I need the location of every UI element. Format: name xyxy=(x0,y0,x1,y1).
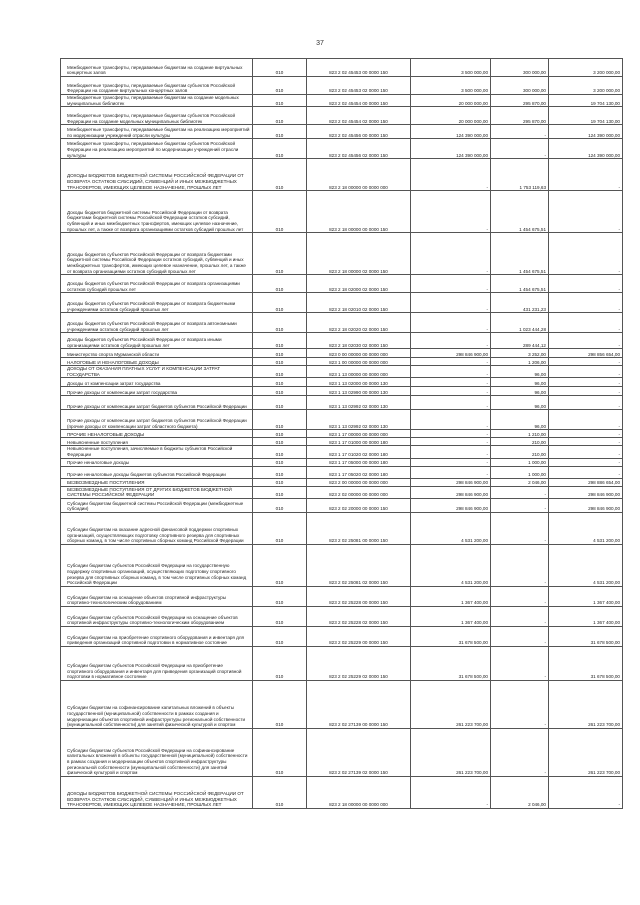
row-admin-code: 010 xyxy=(253,728,307,776)
row-remaining-amount: 124 390 000,00 xyxy=(549,139,623,159)
table-row xyxy=(61,586,623,606)
row-admin-code: 010 xyxy=(253,191,307,233)
row-approved-amount: 261 223 700,00 xyxy=(411,728,491,776)
row-executed-amount: - xyxy=(491,626,549,646)
row-remaining-amount: - xyxy=(549,358,623,366)
row-remaining-amount: 298 846 900,00 xyxy=(549,498,623,512)
row-approved-amount: 124 390 000,00 xyxy=(411,125,491,139)
row-budget-code: 823 2 18 00000 00 0000 150 xyxy=(307,191,411,233)
row-admin-code: 010 xyxy=(253,233,307,275)
row-budget-code: 823 2 02 25229 00 0000 150 xyxy=(307,626,411,646)
table-row xyxy=(61,478,623,486)
row-admin-code: 010 xyxy=(253,446,307,458)
row-approved-amount: 4 531 200,00 xyxy=(411,512,491,544)
row-approved-amount: 261 223 700,00 xyxy=(411,680,491,728)
row-name: Невыясненные поступления, зачисляемые в бюджеты субъектов Российской Федерации xyxy=(61,446,253,458)
row-name: Субсидии бюджетам на оснащение объектов спортивной инфраструктуры спортивно-технологическим оборудованием xyxy=(61,586,253,606)
row-executed-amount: 1 023 444,28 xyxy=(491,313,549,333)
row-remaining-amount: 19 704 130,00 xyxy=(549,95,623,107)
row-name: Прочие доходы от компенсации затрат бюджетов субъектов Российской Федерации xyxy=(61,396,253,410)
table-row xyxy=(61,366,623,378)
row-budget-code: 823 2 02 27139 02 0000 150 xyxy=(307,728,411,776)
row-name: Доходы бюджетов субъектов Российской Федерации от возврата автономными учреждениями остатков субсидий прошлых лет xyxy=(61,313,253,333)
row-name: Министерство спорта Мурманской области xyxy=(61,349,253,358)
row-approved-amount: - xyxy=(411,776,491,808)
row-executed-amount: - xyxy=(491,512,549,544)
table-row xyxy=(61,233,623,275)
row-budget-code: 823 1 17 05020 02 0000 180 xyxy=(307,466,411,478)
row-approved-amount: - xyxy=(411,191,491,233)
row-name: Прочие доходы от компенсации затрат бюджетов субъектов Российской Федерации (прочие доходы от компенсации затрат областного бюджета) xyxy=(61,410,253,430)
row-budget-code: 823 1 13 02000 00 0000 130 xyxy=(307,378,411,387)
row-admin-code: 010 xyxy=(253,626,307,646)
row-executed-amount: 2 046,00 xyxy=(491,478,549,486)
row-budget-code: 823 2 02 25229 02 0000 150 xyxy=(307,646,411,680)
row-remaining-amount: 1 367 400,00 xyxy=(549,586,623,606)
row-remaining-amount: - xyxy=(549,275,623,293)
row-admin-code: 010 xyxy=(253,59,307,77)
row-admin-code: 010 xyxy=(253,586,307,606)
row-approved-amount: 1 367 400,00 xyxy=(411,606,491,626)
row-name: Межбюджетные трансферты, передаваемые бюджетам на реализацию мероприятий по модернизации учреждений отрасли культуры xyxy=(61,125,253,139)
row-admin-code: 010 xyxy=(253,466,307,478)
row-remaining-amount: 4 531 200,00 xyxy=(549,544,623,586)
row-remaining-amount: - xyxy=(549,387,623,396)
row-budget-code: 823 2 02 20000 00 0000 150 xyxy=(307,498,411,512)
row-budget-code: 823 2 00 00000 00 0000 000 xyxy=(307,478,411,486)
row-admin-code: 010 xyxy=(253,512,307,544)
row-remaining-amount: - xyxy=(549,378,623,387)
row-remaining-amount: 124 390 000,00 xyxy=(549,125,623,139)
row-budget-code: 823 2 02 45456 00 0000 150 xyxy=(307,125,411,139)
row-approved-amount: - xyxy=(411,313,491,333)
table-row xyxy=(61,77,623,95)
row-name: Субсидии бюджетам на оказание адресной финансовой поддержки спортивных организаций, осуществляющих подготовку спортивного резерва для спортивных сборных команд, в том числе спортивных сборных команд Российской Федерации xyxy=(61,512,253,544)
row-remaining-amount: - xyxy=(549,159,623,191)
row-budget-code: 823 2 18 02010 02 0000 150 xyxy=(307,293,411,313)
row-admin-code: 010 xyxy=(253,77,307,95)
row-admin-code: 010 xyxy=(253,438,307,446)
row-executed-amount: 96,00 xyxy=(491,396,549,410)
row-name: Доходы бюджетов бюджетной системы Российской Федерации от возврата бюджетами бюджетной системы Российской Федерации остатков субсидий, субвенций и иных межбюджетных трансфертов, имеющих целевое назначение, прошлых лет, а также от возврата организациями остатков субсидий прошлых лет xyxy=(61,191,253,233)
row-budget-code: 823 2 18 00000 00 0000 000 xyxy=(307,776,411,808)
row-budget-code: 823 2 18 02000 02 0000 150 xyxy=(307,275,411,293)
table-row xyxy=(61,378,623,387)
row-executed-amount: - xyxy=(491,544,549,586)
table-row xyxy=(61,387,623,396)
row-executed-amount: 96,00 xyxy=(491,366,549,378)
row-admin-code: 010 xyxy=(253,498,307,512)
row-remaining-amount: 298 856 654,00 xyxy=(549,349,623,358)
row-budget-code: 823 1 13 00000 00 0000 000 xyxy=(307,366,411,378)
row-executed-amount: 295 870,00 xyxy=(491,95,549,107)
row-executed-amount: 3 252,00 xyxy=(491,349,549,358)
row-name: Прочие доходы от компенсации затрат государства xyxy=(61,387,253,396)
row-executed-amount: 1 454 675,51 xyxy=(491,233,549,275)
row-executed-amount: 300 000,00 xyxy=(491,77,549,95)
row-approved-amount: 298 846 900,00 xyxy=(411,349,491,358)
row-admin-code: 010 xyxy=(253,396,307,410)
row-executed-amount: - xyxy=(491,586,549,606)
row-approved-amount: 4 531 200,00 xyxy=(411,544,491,586)
row-executed-amount: - xyxy=(491,139,549,159)
row-remaining-amount: 298 886 654,00 xyxy=(549,478,623,486)
row-executed-amount: - xyxy=(491,646,549,680)
row-name: Доходы бюджетов субъектов Российской Федерации от возврата организациями остатков субсидий прошлых лет xyxy=(61,275,253,293)
table-row xyxy=(61,646,623,680)
table-row xyxy=(61,159,623,191)
row-executed-amount: - xyxy=(491,498,549,512)
row-admin-code: 010 xyxy=(253,478,307,486)
row-executed-amount: 289 444,12 xyxy=(491,333,549,349)
table-row xyxy=(61,275,623,293)
row-name: ДОХОДЫ БЮДЖЕТОВ БЮДЖЕТНОЙ СИСТЕМЫ РОССИЙСКОЙ ФЕДЕРАЦИИ ОТ ВОЗВРАТА ОСТАТКОВ СУБСИДИЙ, СУБВЕНЦИЙ И ИНЫХ МЕЖБЮДЖЕТНЫХ ТРАНСФЕРТОВ, ИМЕЮЩИХ ЦЕЛЕВОЕ НАЗНАЧЕНИЕ, ПРОШЛЫХ ЛЕТ xyxy=(61,159,253,191)
row-approved-amount: - xyxy=(411,430,491,438)
row-executed-amount: 1 210,00 xyxy=(491,430,549,438)
row-budget-code: 823 2 02 25228 02 0000 150 xyxy=(307,606,411,626)
row-remaining-amount: 298 846 900,00 xyxy=(549,486,623,498)
row-executed-amount: 210,00 xyxy=(491,438,549,446)
row-approved-amount: 298 846 900,00 xyxy=(411,498,491,512)
row-name: Субсидии бюджетам субъектов Российской Федерации на государственную поддержку спортивных организаций, осуществляющих подготовку спортивного резерва для спортивных сборных команд, в том числе спортивных сборных команд Российской Федерации xyxy=(61,544,253,586)
row-admin-code: 010 xyxy=(253,125,307,139)
row-name: Прочие неналоговые доходы xyxy=(61,458,253,466)
table-row xyxy=(61,396,623,410)
row-executed-amount: - xyxy=(491,680,549,728)
row-admin-code: 010 xyxy=(253,366,307,378)
row-remaining-amount: - xyxy=(549,410,623,430)
row-approved-amount: 124 390 000,00 xyxy=(411,139,491,159)
budget-execution-table xyxy=(60,58,623,809)
row-executed-amount: 1 000,00 xyxy=(491,466,549,478)
row-remaining-amount: 31 678 500,00 xyxy=(549,626,623,646)
row-budget-code: 823 2 02 25228 00 0000 150 xyxy=(307,586,411,606)
row-executed-amount: 1 454 675,51 xyxy=(491,191,549,233)
row-executed-amount: 1 206,00 xyxy=(491,358,549,366)
table-row xyxy=(61,606,623,626)
row-admin-code: 010 xyxy=(253,387,307,396)
row-remaining-amount: 3 200 000,00 xyxy=(549,59,623,77)
row-admin-code: 010 xyxy=(253,139,307,159)
table-row xyxy=(61,358,623,366)
row-remaining-amount: 19 704 130,00 xyxy=(549,107,623,125)
row-name: Прочие неналоговые доходы бюджетов субъектов Российской Федерации xyxy=(61,466,253,478)
table-body xyxy=(61,59,623,809)
row-approved-amount: - xyxy=(411,466,491,478)
table-row xyxy=(61,466,623,478)
table-row xyxy=(61,626,623,646)
row-budget-code: 823 2 02 45456 02 0000 150 xyxy=(307,139,411,159)
table-row xyxy=(61,438,623,446)
row-budget-code: 823 2 02 27139 00 0000 150 xyxy=(307,680,411,728)
table-row xyxy=(61,486,623,498)
table-row xyxy=(61,410,623,430)
row-name: Субсидии бюджетам на приобретение спортивного оборудования и инвентаря для приведения организаций спортивной подготовки в нормативное состояние xyxy=(61,626,253,646)
row-admin-code: 010 xyxy=(253,159,307,191)
row-approved-amount: 20 000 000,00 xyxy=(411,107,491,125)
table-row xyxy=(61,107,623,125)
row-approved-amount: - xyxy=(411,275,491,293)
row-executed-amount: - xyxy=(491,606,549,626)
row-budget-code: 823 2 18 00000 02 0000 150 xyxy=(307,233,411,275)
row-budget-code: 823 1 17 01000 00 0000 180 xyxy=(307,438,411,446)
row-name: Доходы бюджетов субъектов Российской Федерации от возврата иными организациями остатков субсидий прошлых лет xyxy=(61,333,253,349)
row-name: ДОХОДЫ ОТ ОКАЗАНИЯ ПЛАТНЫХ УСЛУГ И КОМПЕНСАЦИИ ЗАТРАТ ГОСУДАРСТВА xyxy=(61,366,253,378)
row-remaining-amount: - xyxy=(549,438,623,446)
row-executed-amount: 295 870,00 xyxy=(491,107,549,125)
row-remaining-amount: - xyxy=(549,313,623,333)
row-name: Доходы бюджетов субъектов Российской Федерации от возврата бюджетными учреждениями остатков субсидий прошлых лет xyxy=(61,293,253,313)
row-name: Доходы бюджетов субъектов Российской Федерации от возврата бюджетами бюджетной системы Российской Федерации остатков субсидий, субвенций и иных межбюджетных трансфертов, имеющих целевое назначение, прошлых лет, а также от возврата организациями остатков субсидий прошлых лет xyxy=(61,233,253,275)
row-name: Субсидии бюджетам бюджетной системы Российской Федерации (межбюджетные субсидии) xyxy=(61,498,253,512)
row-admin-code: 010 xyxy=(253,430,307,438)
row-approved-amount: 31 678 500,00 xyxy=(411,646,491,680)
table-row xyxy=(61,498,623,512)
table-row xyxy=(61,139,623,159)
row-budget-code: 823 2 02 25081 02 0000 150 xyxy=(307,544,411,586)
row-approved-amount: - xyxy=(411,293,491,313)
row-approved-amount: - xyxy=(411,233,491,275)
table-row xyxy=(61,59,623,77)
row-remaining-amount: - xyxy=(549,191,623,233)
row-budget-code: 823 1 17 01020 02 0000 180 xyxy=(307,446,411,458)
row-name: Межбюджетные трансферты, передаваемые бюджетам субъектов Российской Федерации на создание модельных муниципальных библиотек xyxy=(61,107,253,125)
row-name: Межбюджетные трансферты, передаваемые бюджетам на создание модельных муниципальных библиотек xyxy=(61,95,253,107)
row-budget-code: 823 2 02 45453 00 0000 150 xyxy=(307,59,411,77)
table-row xyxy=(61,293,623,313)
row-remaining-amount: 4 531 200,00 xyxy=(549,512,623,544)
row-name: Доходы от компенсации затрат государства xyxy=(61,378,253,387)
row-remaining-amount: - xyxy=(549,293,623,313)
row-executed-amount: 431 231,23 xyxy=(491,293,549,313)
row-admin-code: 010 xyxy=(253,378,307,387)
row-remaining-amount: - xyxy=(549,466,623,478)
row-approved-amount: - xyxy=(411,396,491,410)
row-approved-amount: - xyxy=(411,366,491,378)
row-budget-code: 823 2 02 00000 00 0000 000 xyxy=(307,486,411,498)
table-row xyxy=(61,125,623,139)
row-budget-code: 823 1 17 05000 00 0000 180 xyxy=(307,458,411,466)
row-admin-code: 010 xyxy=(253,358,307,366)
table-row xyxy=(61,333,623,349)
row-budget-code: 823 0 00 00000 00 0000 000 xyxy=(307,349,411,358)
row-remaining-amount: - xyxy=(549,396,623,410)
row-executed-amount: 1 753 119,63 xyxy=(491,159,549,191)
row-executed-amount: 1 454 675,51 xyxy=(491,275,549,293)
table-row xyxy=(61,313,623,333)
row-approved-amount: 298 846 900,00 xyxy=(411,486,491,498)
row-admin-code: 010 xyxy=(253,680,307,728)
row-remaining-amount: - xyxy=(549,333,623,349)
row-name: Невыясненные поступления xyxy=(61,438,253,446)
row-remaining-amount: - xyxy=(549,446,623,458)
row-admin-code: 010 xyxy=(253,606,307,626)
row-approved-amount: 20 000 000,00 xyxy=(411,95,491,107)
row-remaining-amount: - xyxy=(549,430,623,438)
row-admin-code: 010 xyxy=(253,293,307,313)
row-executed-amount: 96,00 xyxy=(491,410,549,430)
row-executed-amount: 96,00 xyxy=(491,387,549,396)
row-name: ПРОЧИЕ НЕНАЛОГОВЫЕ ДОХОДЫ xyxy=(61,430,253,438)
table-row xyxy=(61,544,623,586)
row-name: НАЛОГОВЫЕ И НЕНАЛОГОВЫЕ ДОХОДЫ xyxy=(61,358,253,366)
row-name: ДОХОДЫ БЮДЖЕТОВ БЮДЖЕТНОЙ СИСТЕМЫ РОССИЙСКОЙ ФЕДЕРАЦИИ ОТ ВОЗВРАТА ОСТАТКОВ СУБСИДИЙ, СУБВЕНЦИЙ И ИНЫХ МЕЖБЮДЖЕТНЫХ ТРАНСФЕРТОВ, ИМЕЮЩИХ ЦЕЛЕВОЕ НАЗНАЧЕНИЕ, ПРОШЛЫХ ЛЕТ xyxy=(61,776,253,808)
row-approved-amount: 1 367 400,00 xyxy=(411,586,491,606)
row-budget-code: 823 1 13 02992 02 0000 130 xyxy=(307,410,411,430)
row-budget-code: 823 2 02 45454 00 0000 150 xyxy=(307,95,411,107)
row-approved-amount: 31 678 500,00 xyxy=(411,626,491,646)
row-name: БЕЗВОЗМЕЗДНЫЕ ПОСТУПЛЕНИЯ xyxy=(61,478,253,486)
row-name: Межбюджетные трансферты, передаваемые бюджетам субъектов Российской Федерации на создание виртуальных концертных залов xyxy=(61,77,253,95)
row-approved-amount: - xyxy=(411,358,491,366)
row-executed-amount: - xyxy=(491,486,549,498)
table-row xyxy=(61,349,623,358)
row-remaining-amount: - xyxy=(549,458,623,466)
row-budget-code: 823 1 00 00000 00 0000 000 xyxy=(307,358,411,366)
row-executed-amount: 1 000,00 xyxy=(491,458,549,466)
row-approved-amount: 298 846 900,00 xyxy=(411,478,491,486)
row-approved-amount: 3 500 000,00 xyxy=(411,77,491,95)
row-budget-code: 823 1 13 02990 00 0000 130 xyxy=(307,387,411,396)
row-admin-code: 010 xyxy=(253,776,307,808)
row-executed-amount: 2 046,00 xyxy=(491,776,549,808)
row-budget-code: 823 2 18 00000 00 0000 000 xyxy=(307,159,411,191)
table-row xyxy=(61,728,623,776)
row-budget-code: 823 2 02 25081 00 0000 150 xyxy=(307,512,411,544)
row-remaining-amount: 261 223 700,00 xyxy=(549,728,623,776)
row-remaining-amount: 1 367 400,00 xyxy=(549,606,623,626)
row-approved-amount: - xyxy=(411,410,491,430)
row-admin-code: 010 xyxy=(253,275,307,293)
table-row xyxy=(61,776,623,808)
row-executed-amount: - xyxy=(491,728,549,776)
row-remaining-amount: - xyxy=(549,776,623,808)
row-approved-amount: - xyxy=(411,438,491,446)
row-admin-code: 010 xyxy=(253,486,307,498)
row-budget-code: 823 2 18 02020 02 0000 150 xyxy=(307,313,411,333)
row-name: Субсидии бюджетам субъектов Российской Федерации на софинансирование капитальных вложений в объекты государственной (муниципальной) собственности в рамках создания и модернизации объектов спортивной инфраструктуры региональной собственности (муниципальной собственности) для занятий физической культурой и спортом xyxy=(61,728,253,776)
table-row xyxy=(61,446,623,458)
row-remaining-amount: - xyxy=(549,366,623,378)
row-approved-amount: - xyxy=(411,458,491,466)
row-executed-amount: 96,00 xyxy=(491,378,549,387)
table-row xyxy=(61,191,623,233)
row-admin-code: 010 xyxy=(253,107,307,125)
row-approved-amount: - xyxy=(411,378,491,387)
row-budget-code: 823 2 18 02030 02 0000 150 xyxy=(307,333,411,349)
row-admin-code: 010 xyxy=(253,410,307,430)
page-number: 37 xyxy=(316,40,324,47)
row-name: Субсидии бюджетам субъектов Российской Федерации на оснащение объектов спортивной инфраструктуры спортивно-технологическим оборудованием xyxy=(61,606,253,626)
table-row xyxy=(61,95,623,107)
row-admin-code: 010 xyxy=(253,646,307,680)
table-row xyxy=(61,430,623,438)
row-executed-amount: - xyxy=(491,125,549,139)
table-row xyxy=(61,458,623,466)
row-executed-amount: 300 000,00 xyxy=(491,59,549,77)
table-row xyxy=(61,680,623,728)
row-budget-code: 823 1 17 00000 00 0000 000 xyxy=(307,430,411,438)
row-name: Межбюджетные трансферты, передаваемые бюджетам на создание виртуальных концертных залов xyxy=(61,59,253,77)
row-approved-amount: - xyxy=(411,333,491,349)
row-admin-code: 010 xyxy=(253,544,307,586)
row-remaining-amount: - xyxy=(549,233,623,275)
row-name: Межбюджетные трансферты, передаваемые бюджетам субъектов Российской Федерации на реализацию мероприятий по модернизации учреждений отрасли культуры xyxy=(61,139,253,159)
row-approved-amount: - xyxy=(411,446,491,458)
row-remaining-amount: 261 223 700,00 xyxy=(549,680,623,728)
row-admin-code: 010 xyxy=(253,349,307,358)
row-admin-code: 010 xyxy=(253,333,307,349)
row-admin-code: 010 xyxy=(253,95,307,107)
row-executed-amount: 210,00 xyxy=(491,446,549,458)
row-remaining-amount: 31 678 500,00 xyxy=(549,646,623,680)
row-approved-amount: - xyxy=(411,387,491,396)
table-row xyxy=(61,512,623,544)
row-name: Субсидии бюджетам субъектов Российской Федерации на приобретение спортивного оборудования и инвентаря для приведения организаций спортивной подготовки в нормативное состояние xyxy=(61,646,253,680)
row-name: БЕЗВОЗМЕЗДНЫЕ ПОСТУПЛЕНИЯ ОТ ДРУГИХ БЮДЖЕТОВ БЮДЖЕТНОЙ СИСТЕМЫ РОССИЙСКОЙ ФЕДЕРАЦИИ xyxy=(61,486,253,498)
row-approved-amount: - xyxy=(411,159,491,191)
row-budget-code: 823 1 13 02992 02 0000 130 xyxy=(307,396,411,410)
row-name: Субсидии бюджетам на софинансирование капитальных вложений в объекты государственной (муниципальной) собственности в рамках создания и модернизации объектов спортивной инфраструктуры региональной собственности (муниципальной собственности) для занятий физической культурой и спортом xyxy=(61,680,253,728)
row-admin-code: 010 xyxy=(253,313,307,333)
row-remaining-amount: 3 200 000,00 xyxy=(549,77,623,95)
row-budget-code: 823 2 02 45454 02 0000 150 xyxy=(307,107,411,125)
row-approved-amount: 3 500 000,00 xyxy=(411,59,491,77)
row-admin-code: 010 xyxy=(253,458,307,466)
row-budget-code: 823 2 02 45453 02 0000 150 xyxy=(307,77,411,95)
